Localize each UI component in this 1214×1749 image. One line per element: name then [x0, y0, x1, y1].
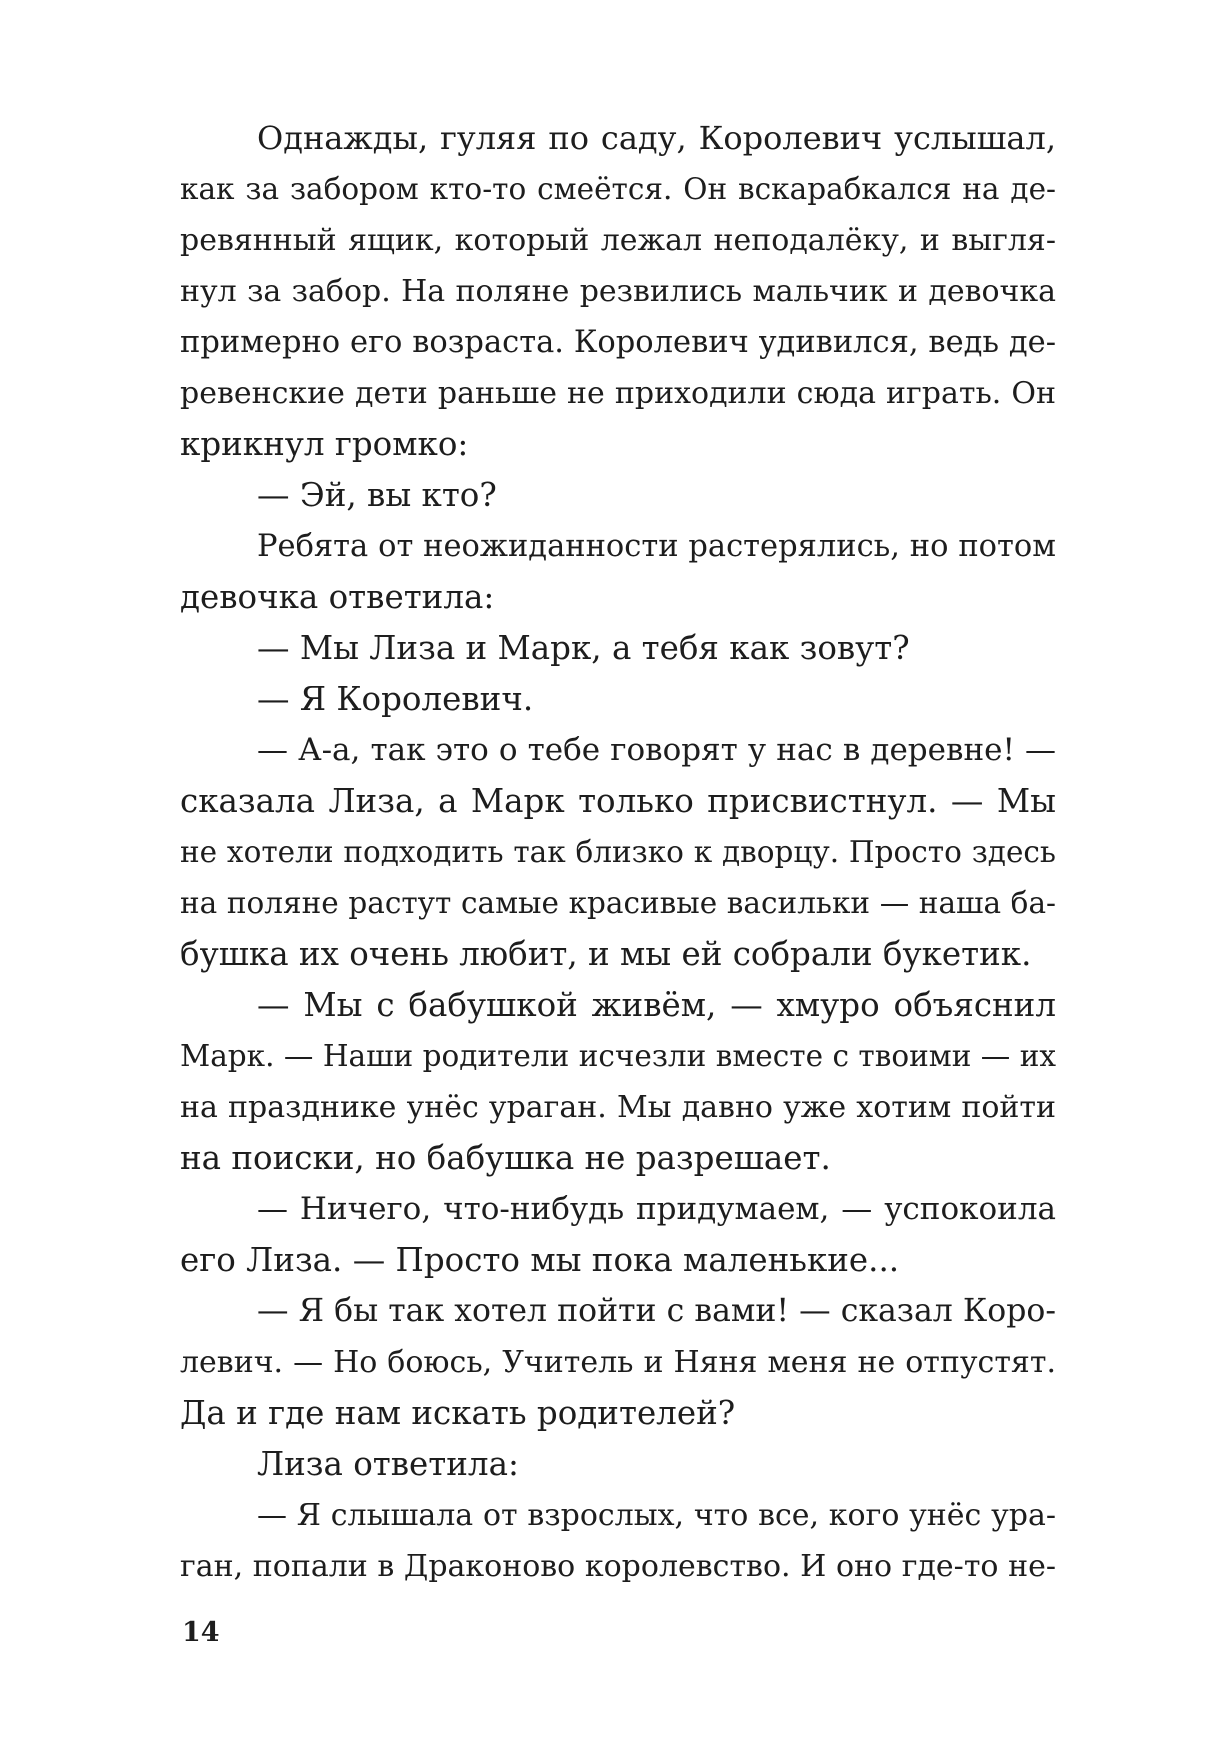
- text-line: Ребята от неожиданности растерялись, но потом: [257, 529, 1056, 564]
- text-line: левич. — Но боюсь, Учитель и Няня меня не отпустят.: [180, 1345, 1056, 1380]
- text-line: как за забором кто-то смеётся. Он вскарабкался на де-: [180, 172, 1056, 206]
- text-line: — Эй, вы кто?: [257, 476, 497, 514]
- text-line: Да и где нам искать родителей?: [180, 1394, 736, 1432]
- body-text: [180, 113, 1056, 1592]
- text-line: — Я слышала от взрослых, что все, кого унёс ура-: [257, 1498, 1056, 1533]
- text-line: бушка их очень любит, и мы ей собрали букетик.: [180, 935, 1032, 973]
- text-line: ревенские дети раньше не приходили сюда играть. Он: [180, 376, 1056, 411]
- text-line: Однажды, гуляя по саду, Королевич услышал,: [257, 119, 1056, 157]
- page-number: 14: [182, 1617, 220, 1648]
- text-line: сказала Лиза, а Марк только присвистнул. — Мы: [180, 782, 1056, 820]
- text-line: нул за забор. На поляне резвились мальчик и девочка: [180, 274, 1056, 309]
- text-line: Лиза ответила:: [257, 1445, 519, 1483]
- text-line: на поиски, но бабушка не разрешает.: [180, 1139, 831, 1177]
- text-line: ревянный ящик, который лежал неподалёку, и выгля-: [180, 223, 1056, 258]
- text-line: — Мы с бабушкой живём, — хмуро объяснил: [257, 986, 1056, 1024]
- text-line: — Я Королевич.: [257, 680, 534, 718]
- text-line: Марк. — Наши родители исчезли вместе с твоими — их: [180, 1039, 1056, 1073]
- text-line: девочка ответила:: [180, 578, 495, 616]
- text-line: его Лиза. — Просто мы пока маленькие...: [180, 1241, 900, 1279]
- text-line: на празднике унёс ураган. Мы давно уже хотим пойти: [180, 1090, 1056, 1125]
- text-line: — Ничего, что-нибудь придумаем, — успокоила: [257, 1191, 1056, 1227]
- text-line: на поляне растут самые красивые васильки — наша ба-: [180, 886, 1056, 920]
- text-line: — Мы Лиза и Марк, а тебя как зовут?: [257, 629, 910, 667]
- text-line: ган, попали в Драконово королевство. И оно где-то не-: [180, 1549, 1056, 1584]
- text-line: — А-а, так это о тебе говорят у нас в деревне! —: [257, 732, 1056, 768]
- text-line: не хотели подходить так близко к дворцу. Просто здесь: [180, 835, 1056, 869]
- text-line: крикнул громко:: [180, 425, 469, 463]
- text-line: примерно его возраста. Королевич удивился, ведь де-: [180, 325, 1056, 360]
- text-line: — Я бы так хотел пойти с вами! — сказал Коро-: [257, 1293, 1056, 1329]
